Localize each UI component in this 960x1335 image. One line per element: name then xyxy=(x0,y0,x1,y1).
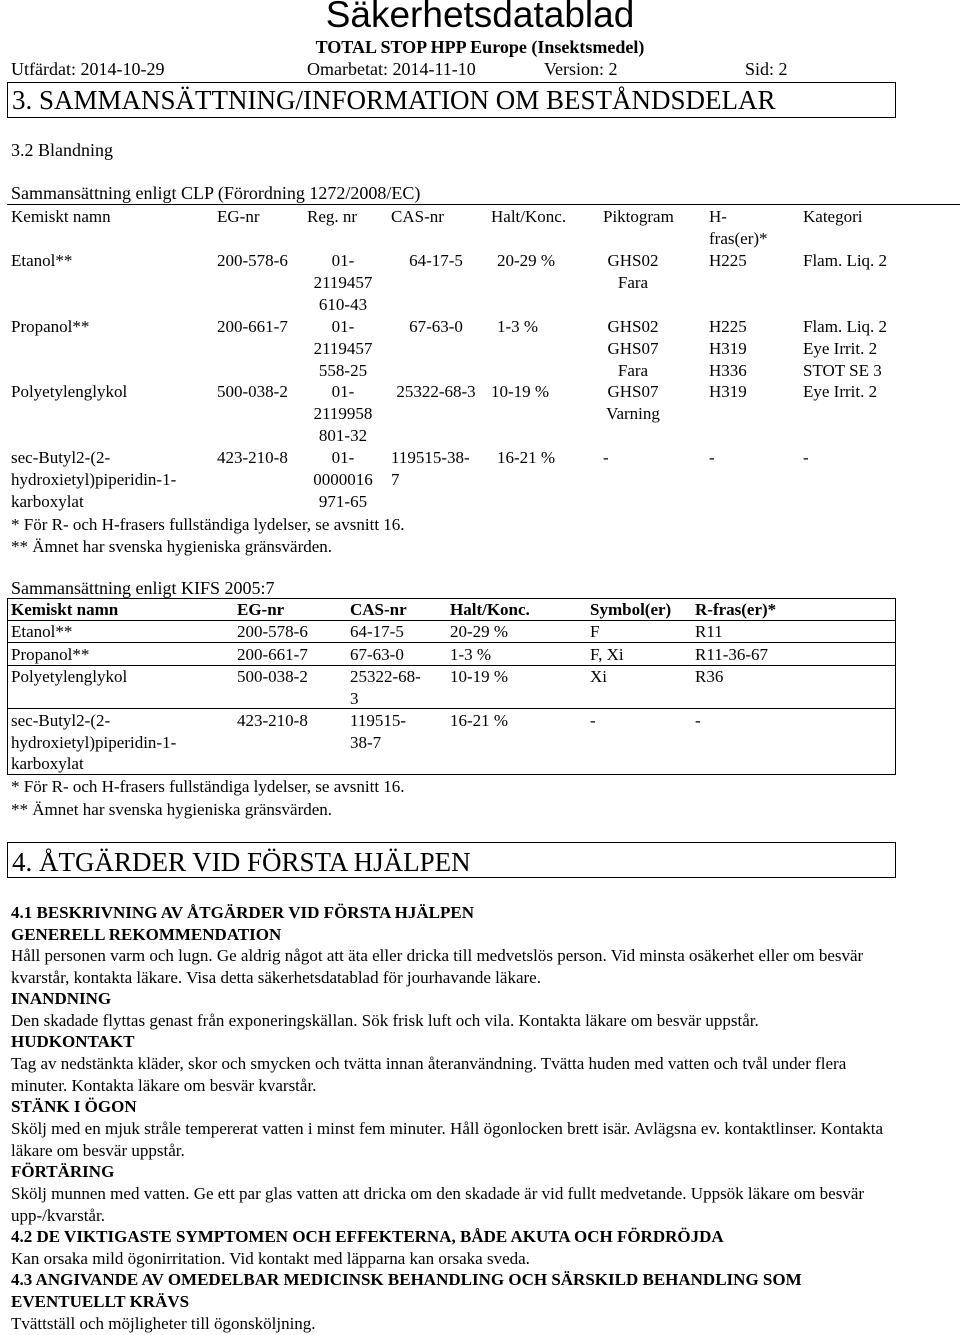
clp-r1-hphrase: H225 xyxy=(709,251,747,270)
kifs-r3-cas-1: 25322-68- xyxy=(350,667,421,686)
clp-r4-name-2: hydroxietyl)piperidin-1- xyxy=(11,470,177,489)
clp-header-hphrase-2: fras(er)* xyxy=(709,229,768,248)
kifs-r4-name-1: sec-Butyl2-(2- xyxy=(11,711,111,730)
clp-header-reg: Reg. nr xyxy=(307,207,358,226)
clp-r1-reg-2: 2119457 xyxy=(313,273,373,292)
clp-r3-reg-3: 801-32 xyxy=(318,426,368,445)
clp-r1-cas: 64-17-5 xyxy=(409,251,463,270)
clp-r2-cas: 67-63-0 xyxy=(409,317,463,336)
ingestion-text: Skölj munnen med vatten. Ge ett par glas vatten att dricka om den skadade är vid fullt medvetande. Uppsök läkare om besvär upp-/kvarstår. xyxy=(11,1184,865,1225)
kifs-r4-symbol: - xyxy=(590,711,596,730)
kifs-header-name: Kemiskt namn xyxy=(11,600,119,619)
clp-r1-reg-1: 01- xyxy=(331,251,355,270)
clp-r2-name: Propanol** xyxy=(11,317,90,336)
clp-r1-pict-1: GHS02 xyxy=(607,251,659,270)
kifs-r1-cas: 64-17-5 xyxy=(350,622,404,641)
clp-r2-hphrase-1: H225 xyxy=(709,317,747,336)
kifs-r1-symbol: F xyxy=(590,622,600,641)
kifs-r3-ec: 500-038-2 xyxy=(237,667,308,686)
clp-r4-cas-2: 7 xyxy=(391,470,400,489)
kifs-border-bottom xyxy=(7,774,896,775)
section-3-heading: 3. SAMMANSÄTTNING/INFORMATION OM BESTÅNDSDELAR xyxy=(7,82,896,118)
section-3-2-heading: 3.2 Blandning xyxy=(11,140,113,160)
kifs-note-1: * För R- och H-frasers fullständiga lydelser, se avsnitt 16. xyxy=(11,777,405,796)
kifs-header-conc: Halt/Konc. xyxy=(450,600,530,619)
clp-header-hphrase-1: H- xyxy=(709,207,727,226)
clp-header-name: Kemiskt namn xyxy=(11,207,111,226)
clp-r3-category: Eye Irrit. 2 xyxy=(803,382,878,401)
inhalation-text: Den skadade flyttas genast från exponeringskällan. Sök frisk luft och vila. Kontakta läkare om besvär uppstår. xyxy=(11,1011,759,1030)
section-4-3-heading: 4.3 ANGIVANDE AV OMEDELBAR MEDICINSK BEHANDLING OCH SÄRSKILD BEHANDLING SOM EVENTUELLT KRÄVS xyxy=(11,1270,802,1311)
kifs-border-right xyxy=(895,598,896,775)
kifs-r2-ec: 200-661-7 xyxy=(237,645,308,664)
clp-r3-conc: 10-19 % xyxy=(491,382,550,401)
clp-r4-cas-1: 119515-38- xyxy=(391,448,470,467)
skin-contact-text: Tag av nedstänkta kläder, skor och smycken och tvätta innan återanvändning. Tvätta huden med vatten och tvål under flera minuter. Kontakta läkare om besvär kvarstår. xyxy=(11,1054,847,1095)
kifs-r3-conc: 10-19 % xyxy=(450,667,509,686)
version: Version: 2 xyxy=(544,59,618,79)
kifs-r2-rphrase: R11-36-67 xyxy=(695,645,769,664)
clp-r3-reg-1: 01- xyxy=(331,382,355,401)
clp-r1-category: Flam. Liq. 2 xyxy=(803,251,888,270)
kifs-r1-ec: 200-578-6 xyxy=(237,622,308,641)
clp-r2-reg-3: 558-25 xyxy=(318,361,368,380)
kifs-r1-conc: 20-29 % xyxy=(450,622,509,641)
clp-r2-pict-2: GHS07 xyxy=(607,339,659,358)
clp-table-top-border xyxy=(7,204,960,205)
clp-r1-conc: 20-29 % xyxy=(497,251,556,270)
clp-r4-ec: 423-210-8 xyxy=(217,448,288,467)
clp-caption: Sammansättning enligt CLP (Förordning 1272/2008/EC) xyxy=(11,183,421,203)
page-number: Sid: 2 xyxy=(745,59,788,79)
issued-date: Utfärdat: 2014-10-29 xyxy=(11,59,165,79)
skin-contact-heading: HUDKONTAKT xyxy=(11,1032,135,1051)
clp-r2-reg-2: 2119457 xyxy=(313,339,373,358)
clp-r2-category-1: Flam. Liq. 2 xyxy=(803,317,888,336)
kifs-r4-rphrase: - xyxy=(695,711,701,730)
general-recommendation-text: Håll personen varm och lugn. Ge aldrig något att äta eller dricka till medvetslös person. Vid minsta osäkerhet eller om besvär kvarstår, kontakta läkare. Visa detta säkerhetsdatablad för jourhavande läkare. xyxy=(11,946,864,987)
kifs-r2-name: Propanol** xyxy=(11,645,90,664)
section-4-3-text: Tvättställ och möjligheter till ögonsköljning. xyxy=(11,1314,316,1333)
kifs-r3-rphrase: R36 xyxy=(695,667,724,686)
kifs-r2-conc: 1-3 % xyxy=(450,645,492,664)
clp-r1-ec: 200-578-6 xyxy=(217,251,288,270)
kifs-r3-cas-2: 3 xyxy=(350,689,359,708)
clp-r3-pict-2: Varning xyxy=(606,404,660,423)
clp-r3-reg-2: 2119958 xyxy=(313,404,373,423)
clp-note-2: ** Ämnet har svenska hygieniska gränsvärden. xyxy=(11,537,333,556)
kifs-r2-symbol: F, Xi xyxy=(590,645,624,664)
kifs-r2-cas: 67-63-0 xyxy=(350,645,404,664)
clp-r2-reg-1: 01- xyxy=(331,317,355,336)
clp-r4-conc: 16-21 % xyxy=(497,448,556,467)
eye-contact-heading: STÄNK I ÖGON xyxy=(11,1097,137,1116)
ingestion-heading: FÖRTÄRING xyxy=(11,1162,115,1181)
product-name: TOTAL STOP HPP Europe (Insektsmedel) xyxy=(315,37,645,57)
kifs-note-2: ** Ämnet har svenska hygieniska gränsvärden. xyxy=(11,800,333,819)
clp-header-ec: EG-nr xyxy=(217,207,260,226)
kifs-r4-cas-2: 38-7 xyxy=(350,733,382,752)
clp-r4-pict: - xyxy=(603,448,609,467)
kifs-r4-ec: 423-210-8 xyxy=(237,711,308,730)
clp-note-1: * För R- och H-frasers fullständiga lydelser, se avsnitt 16. xyxy=(11,515,405,534)
clp-r3-hphrase: H319 xyxy=(709,382,747,401)
clp-r2-pict-3: Fara xyxy=(617,361,649,380)
clp-r4-name-1: sec-Butyl2-(2- xyxy=(11,448,111,467)
clp-r4-reg-3: 971-65 xyxy=(318,492,368,511)
clp-r1-name: Etanol** xyxy=(11,251,73,270)
kifs-caption: Sammansättning enligt KIFS 2005:7 xyxy=(11,578,275,598)
general-recommendation-heading: GENERELL REKOMMENDATION xyxy=(11,925,282,944)
kifs-r4-conc: 16-21 % xyxy=(450,711,509,730)
clp-r3-cas: 25322-68-3 xyxy=(396,382,476,401)
inhalation-heading: INANDNING xyxy=(11,989,112,1008)
clp-r2-category-2: Eye Irrit. 2 xyxy=(803,339,878,358)
kifs-header-rphrase: R-fras(er)* xyxy=(695,600,777,619)
clp-r2-ec: 200-661-7 xyxy=(217,317,288,336)
clp-r4-reg-2: 0000016 xyxy=(313,470,373,489)
kifs-header-ec: EG-nr xyxy=(237,600,285,619)
clp-header-conc: Halt/Konc. xyxy=(491,207,567,226)
clp-r1-reg-3: 610-43 xyxy=(318,295,368,314)
kifs-border-left xyxy=(7,598,8,775)
clp-r4-reg-1: 01- xyxy=(331,448,355,467)
kifs-header-cas: CAS-nr xyxy=(350,600,407,619)
clp-r2-category-3: STOT SE 3 xyxy=(803,361,882,380)
clp-r2-conc: 1-3 % xyxy=(497,317,539,336)
document-title: Säkerhetsdatablad xyxy=(325,0,635,35)
section-4-2-text: Kan orsaka mild ögonirritation. Vid kontakt med läpparna kan orsaka sveda. xyxy=(11,1249,530,1268)
clp-r2-hphrase-3: H336 xyxy=(709,361,747,380)
clp-header-category: Kategori xyxy=(803,207,863,226)
clp-header-cas: CAS-nr xyxy=(391,207,444,226)
kifs-header-symbol: Symbol(er) xyxy=(590,600,672,619)
revised-date: Omarbetat: 2014-11-10 xyxy=(307,59,476,79)
clp-r2-hphrase-2: H319 xyxy=(709,339,747,358)
kifs-r4-name-2: hydroxietyl)piperidin-1- xyxy=(11,733,177,752)
eye-contact-text: Skölj med en mjuk stråle tempererat vatten i minst fem minuter. Håll ögonlocken brett isär. Avlägsna ev. kontaktlinser. Kontakta läkare om besvär uppstår. xyxy=(11,1119,883,1160)
section-4-1-heading: 4.1 BESKRIVNING AV ÅTGÄRDER VID FÖRSTA HJÄLPEN xyxy=(11,903,475,922)
kifs-r1-rphrase: R11 xyxy=(695,622,723,641)
kifs-r4-name-3: karboxylat xyxy=(11,754,84,773)
clp-r4-name-3: karboxylat xyxy=(11,492,84,511)
kifs-r3-symbol: Xi xyxy=(590,667,607,686)
clp-r4-category: - xyxy=(803,448,809,467)
clp-r4-hphrase: - xyxy=(709,448,715,467)
clp-header-pictogram: Piktogram xyxy=(603,207,674,226)
clp-r3-ec: 500-038-2 xyxy=(217,382,288,401)
kifs-r4-cas-1: 119515- xyxy=(350,711,407,730)
clp-r1-pict-2: Fara xyxy=(617,273,649,292)
clp-r3-pict-1: GHS07 xyxy=(607,382,659,401)
section-4-heading: 4. ÅTGÄRDER VID FÖRSTA HJÄLPEN xyxy=(7,842,896,878)
kifs-r3-name: Polyetylenglykol xyxy=(11,667,128,686)
clp-r2-pict-1: GHS02 xyxy=(607,317,659,336)
kifs-border-4 xyxy=(7,708,896,709)
section-4-2-heading: 4.2 DE VIKTIGASTE SYMPTOMEN OCH EFFEKTERNA, BÅDE AKUTA OCH FÖRDRÖJDA xyxy=(11,1227,724,1246)
clp-r3-name: Polyetylenglykol xyxy=(11,382,128,401)
kifs-r1-name: Etanol** xyxy=(11,622,73,641)
